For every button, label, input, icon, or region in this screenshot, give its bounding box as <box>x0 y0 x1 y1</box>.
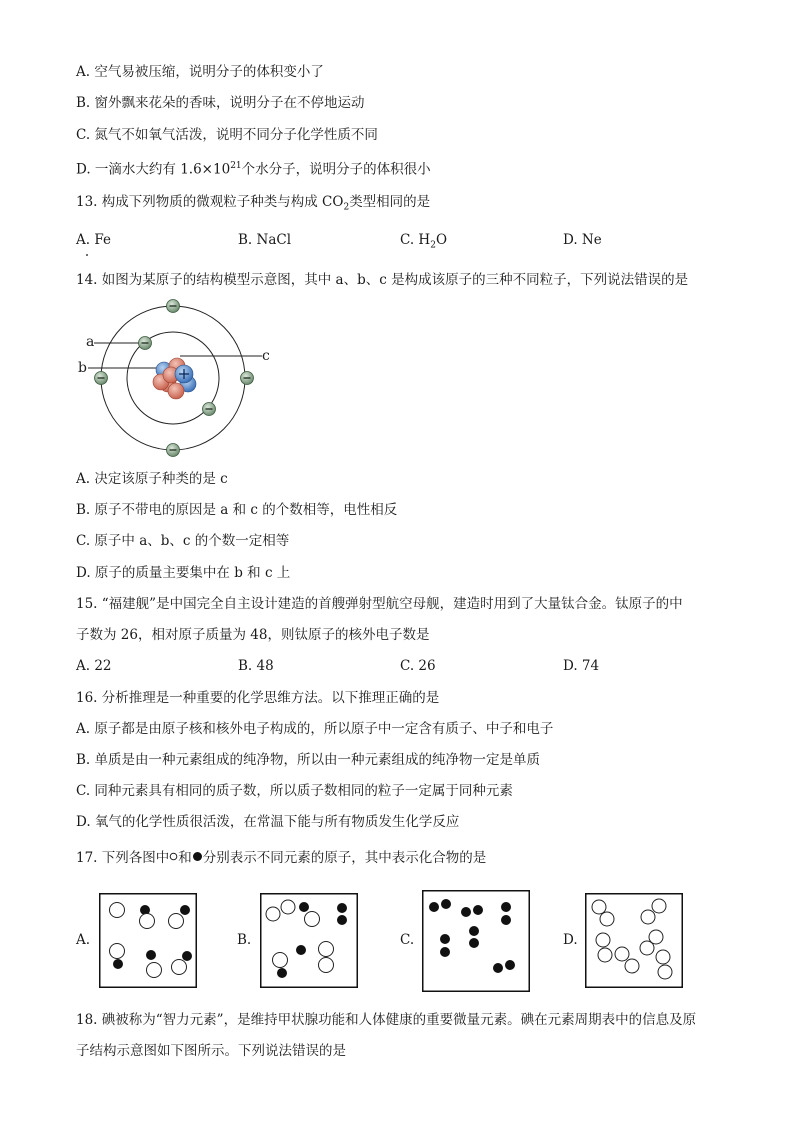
q14-stem: 14. 如图为某原子的结构模型示意图，其中 a、b、c 是构成该原子的三种不同粒子，下列说法错误的是 <box>76 272 689 288</box>
electron-top-outer <box>167 300 180 313</box>
q12-option-d <box>76 156 431 180</box>
electron-left-outer <box>95 372 108 385</box>
label-b: b <box>78 360 87 376</box>
nucleus <box>153 358 196 399</box>
q13-stem-text-end: 类型相同的是 <box>349 194 431 210</box>
q17-stem-text-end: 分别表示不同元素的原子，其中表示化合物的是 <box>202 850 487 866</box>
q18-stem-line2: 子结构示意图如下图所示。下列说法错误的是 <box>76 1043 346 1059</box>
q15-option-c: C. 26 <box>400 658 436 674</box>
stray-dot <box>86 254 88 256</box>
atom-structure-diagram <box>76 296 276 462</box>
q12-option-d-exponent: 21 <box>230 161 242 171</box>
q16-option-a: A. 原子都是由原子核和核外电子构成的，所以原子中一定含有质子、中子和电子 <box>76 721 554 737</box>
q16-option-b: B. 单质是由一种元素组成的纯净物，所以由一种元素组成的纯净物一定是单质 <box>76 752 541 768</box>
q13-stem <box>76 192 430 218</box>
q13-option-a: A. Fe <box>76 232 111 248</box>
q14-option-a: A. 决定该原子种类的是 c <box>76 471 228 487</box>
q13-option-d: D. Ne <box>563 232 602 248</box>
q14-option-d: D. 原子的质量主要集中在 b 和 c 上 <box>76 565 291 581</box>
q13-option-c-text: C. H <box>400 232 431 248</box>
white-atom-icon <box>169 852 178 861</box>
q15-stem-line1: 15. “福建舰”是中国完全自主设计建造的首艘弹射型航空母舰，建造时用到了大量钛合金。钛原子的中 <box>76 596 683 612</box>
q14-option-c: C. 原子中 a、b、c 的个数一定相等 <box>76 533 290 549</box>
q17-box-a <box>99 893 197 988</box>
q16-option-d: D. 氧气的化学性质很活泼，在常温下能与所有物质发生化学反应 <box>76 814 460 830</box>
q17-stem <box>76 848 486 868</box>
q17-option-c-label: C. <box>400 932 415 948</box>
q15-option-b: B. 48 <box>238 658 274 674</box>
electron-right-outer <box>241 372 254 385</box>
q17-box-d <box>585 893 683 988</box>
q14-option-b: B. 原子不带电的原因是 a 和 c 的个数相等，电性相反 <box>76 502 398 518</box>
q13-option-c-subscript: 2 <box>430 240 436 251</box>
q13-stem-subscript: 2 <box>343 202 350 213</box>
q12-option-d-text-end: 个水分子，说明分子的体积很小 <box>241 161 431 178</box>
q17-stem-text: 17. 下列各图中 <box>76 850 170 866</box>
q18-stem-line1: 18. 碘被称为“智力元素”，是维持甲状腺功能和人体健康的重要微量元素。碘在元素周期表中的信息及原 <box>76 1012 697 1028</box>
q16-option-c: C. 同种元素具有相同的质子数，所以质子数相同的粒子一定属于同种元素 <box>76 783 513 799</box>
electron-a <box>139 337 152 350</box>
q17-option-b-label: B. <box>237 932 252 948</box>
label-a: a <box>86 334 95 350</box>
q17-box-c <box>422 890 530 992</box>
q13-option-c <box>400 230 447 256</box>
q15-option-d: D. 74 <box>563 658 600 674</box>
q12-option-b: B. 窗外飘来花朵的香味，说明分子在不停地运动 <box>76 95 365 111</box>
black-atom-icon <box>192 851 203 862</box>
q15-stem-line2: 子数为 26，相对原子质量为 48，则钛原子的核外电子数是 <box>76 627 430 643</box>
q17-stem-and: 和 <box>178 850 192 866</box>
q13-stem-text: 13. 构成下列物质的微观粒子种类与构成 CO <box>76 194 344 210</box>
q12-option-a: A. 空气易被压缩，说明分子的体积变小了 <box>76 64 324 80</box>
q12-option-c: C. 氮气不如氧气活泼，说明不同分子化学性质不同 <box>76 127 378 143</box>
q13-option-c-text-end: O <box>435 232 448 248</box>
electron-bottom-outer <box>167 444 180 457</box>
q17-option-d-label: D. <box>563 932 578 948</box>
q17-box-b <box>260 893 358 988</box>
q12-option-d-text: D. 一滴水大约有 1.6×10 <box>76 161 231 178</box>
label-c: c <box>262 348 270 364</box>
q16-stem: 16. 分析推理是一种重要的化学思维方法。以下推理正确的是 <box>76 690 440 706</box>
q17-option-a-label: A. <box>76 932 91 948</box>
q13-option-b: B. NaCl <box>238 232 292 248</box>
q15-option-a: A. 22 <box>76 658 112 674</box>
electron-inner-right <box>203 403 216 416</box>
